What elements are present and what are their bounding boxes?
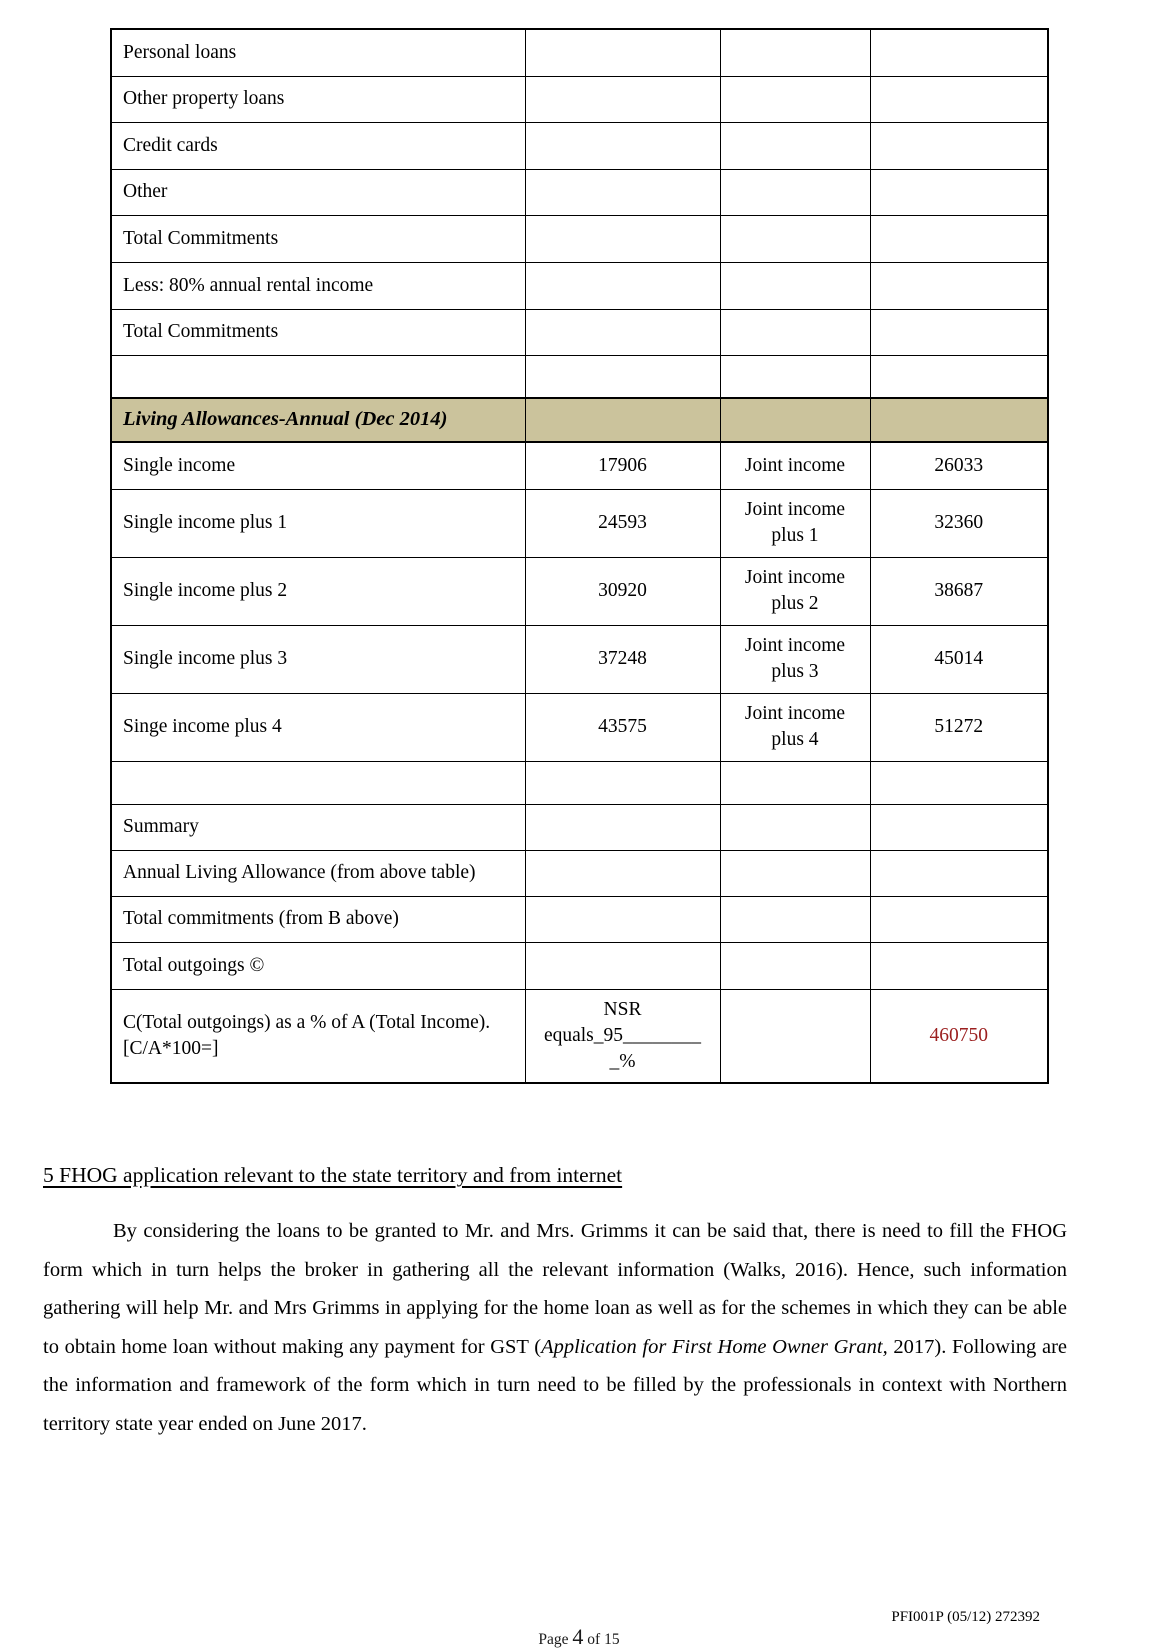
table-cell: Personal loans	[111, 29, 525, 76]
table-cell	[870, 76, 1048, 122]
table-row	[111, 942, 1048, 989]
table-cell	[525, 262, 720, 309]
table-cell	[525, 850, 720, 896]
financial-commitments-table	[110, 28, 1049, 1084]
table-cell	[720, 169, 870, 215]
table-cell	[720, 355, 870, 398]
table-cell: Joint income plus 2	[720, 557, 870, 625]
table-cell: Total Commitments	[111, 309, 525, 355]
table-cell	[720, 29, 870, 76]
table-cell	[720, 76, 870, 122]
table-cell: C(Total outgoings) as a % of A (Total Income). [C/A*100=]	[111, 989, 525, 1083]
table-cell	[525, 942, 720, 989]
table-row	[111, 625, 1048, 693]
table-cell	[525, 804, 720, 850]
table-cell	[525, 76, 720, 122]
table-cell: Single income plus 2	[111, 557, 525, 625]
table-section-row	[111, 398, 1048, 442]
table-cell: Joint income plus 3	[720, 625, 870, 693]
table-row	[111, 215, 1048, 262]
table-row	[111, 896, 1048, 942]
table-cell: NSR equals_95________ _%	[525, 989, 720, 1083]
body-paragraph	[43, 1212, 1067, 1443]
table-cell	[870, 850, 1048, 896]
table-cell: 32360	[870, 489, 1048, 557]
table-row	[111, 29, 1048, 76]
paragraph-text: By considering the loans to be granted to Mr. and Mrs. Grimms it can be said that, there is need to fill the FHOG form which in turn helps the broker in gathering all the relevant information (Walks, 2016). Hence, such information gathering will help Mr. and Mrs Grimms in applying for the home loan as well as for the schemes in which they can be able to obtain home loan without making any payment for GST (	[43, 1220, 1067, 1358]
table-cell	[870, 761, 1048, 804]
table-cell	[720, 989, 870, 1083]
table-row	[111, 850, 1048, 896]
table-cell	[870, 309, 1048, 355]
table-cell	[870, 896, 1048, 942]
table-cell: Single income	[111, 442, 525, 489]
table-cell	[525, 355, 720, 398]
table-cell	[720, 761, 870, 804]
table-row	[111, 262, 1048, 309]
table-cell	[870, 355, 1048, 398]
table-cell: Summary	[111, 804, 525, 850]
table-cell	[870, 215, 1048, 262]
table-cell: Other	[111, 169, 525, 215]
table-cell: 43575	[525, 693, 720, 761]
table-cell	[525, 169, 720, 215]
table-row	[111, 169, 1048, 215]
table-cell	[720, 850, 870, 896]
table-cell: Less: 80% annual rental income	[111, 262, 525, 309]
table-cell	[870, 122, 1048, 169]
table-spacer-row	[111, 355, 1048, 398]
table-cell	[720, 215, 870, 262]
table-cell	[870, 398, 1048, 442]
table-cell: Credit cards	[111, 122, 525, 169]
footer-page-number: 4	[572, 1624, 584, 1649]
table-spacer-row	[111, 761, 1048, 804]
table-cell	[111, 761, 525, 804]
table-row	[111, 309, 1048, 355]
table-cell: 30920	[525, 557, 720, 625]
table-cell	[720, 262, 870, 309]
table-cell	[720, 896, 870, 942]
section-heading-fhog: 5 FHOG application relevant to the state territory and from internet	[43, 1163, 623, 1187]
table-cell: Other property loans	[111, 76, 525, 122]
table-cell	[525, 761, 720, 804]
table-cell: Total commitments (from B above)	[111, 896, 525, 942]
footer-page-indicator	[538, 1624, 619, 1650]
table-cell: Joint income plus 1	[720, 489, 870, 557]
table-cell: 38687	[870, 557, 1048, 625]
table-cell	[720, 942, 870, 989]
table-cell	[525, 29, 720, 76]
table-cell: Total Commitments	[111, 215, 525, 262]
table-cell	[720, 398, 870, 442]
table-cell	[525, 398, 720, 442]
table-cell	[111, 355, 525, 398]
table-cell	[525, 309, 720, 355]
table-cell	[870, 169, 1048, 215]
table-body	[111, 29, 1048, 1083]
table-cell: 460750	[870, 989, 1048, 1083]
table-cell: Joint income	[720, 442, 870, 489]
table-row	[111, 76, 1048, 122]
footer-document-code: PFI001P (05/12) 272392	[891, 1609, 1040, 1625]
table-row	[111, 989, 1048, 1083]
table-cell	[525, 896, 720, 942]
paragraph-citation-italic: Application for First Home Owner Grant,	[541, 1335, 888, 1358]
table-cell: 51272	[870, 693, 1048, 761]
table-cell: Annual Living Allowance (from above table)	[111, 850, 525, 896]
table-cell	[525, 215, 720, 262]
table-cell: Joint income plus 4	[720, 693, 870, 761]
table-cell: 17906	[525, 442, 720, 489]
table-cell	[870, 942, 1048, 989]
table-row	[111, 489, 1048, 557]
table-cell	[870, 262, 1048, 309]
paragraph-text: 2017). Following are the information and framework of the form which in turn need to be filled by the professionals in context with Northern territory state year ended on June 2017.	[43, 1335, 1067, 1435]
footer-page-prefix: Page	[538, 1631, 569, 1648]
table-cell	[525, 122, 720, 169]
table-row	[111, 122, 1048, 169]
table-cell: Total outgoings ©	[111, 942, 525, 989]
table-cell	[870, 29, 1048, 76]
table-cell: Single income plus 1	[111, 489, 525, 557]
table-cell: 45014	[870, 625, 1048, 693]
table-cell: 37248	[525, 625, 720, 693]
table-cell	[720, 122, 870, 169]
footer-page-suffix: of 15	[587, 1631, 620, 1648]
table-row	[111, 804, 1048, 850]
table-cell	[720, 804, 870, 850]
table-row	[111, 693, 1048, 761]
table-cell	[720, 309, 870, 355]
table-cell	[870, 804, 1048, 850]
table-row	[111, 442, 1048, 489]
table-cell: 26033	[870, 442, 1048, 489]
table-cell: Single income plus 3	[111, 625, 525, 693]
table-row	[111, 557, 1048, 625]
table-cell: Singe income plus 4	[111, 693, 525, 761]
table-cell: 24593	[525, 489, 720, 557]
table-cell: Living Allowances-Annual (Dec 2014)	[111, 398, 525, 442]
